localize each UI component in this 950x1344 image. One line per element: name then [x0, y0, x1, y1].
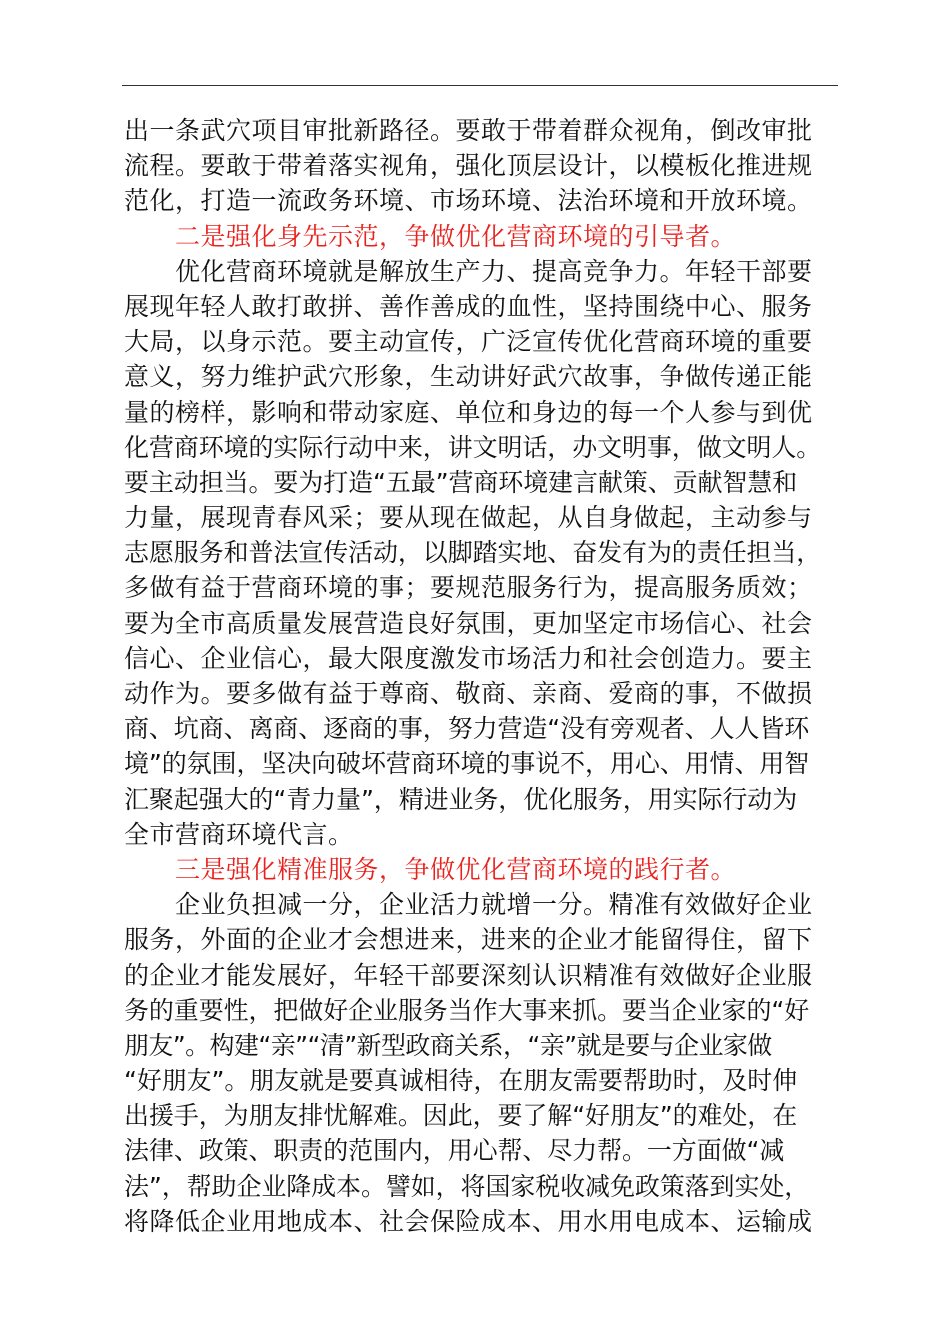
- text-line: 多做有益于营商环境的事；要规范服务行为，提高服务质效；: [124, 573, 813, 603]
- text-line: 朋友”。构建“亲”“清”新型政商关系，“亲”就是要与企业家做: [124, 1030, 772, 1060]
- text-line: 全市营商环境代言。: [124, 819, 354, 849]
- text-line: 量的榜样，影响和带动家庭、单位和身边的每一个人参与到优: [124, 397, 813, 427]
- text-line: 出一条武穴项目审批新路径。要敢于带着群众视角，倒改审批: [124, 116, 813, 145]
- text-line: 意义，努力维护武穴形象，生动讲好武穴故事，争做传递正能: [124, 362, 813, 392]
- text-line: 优化营商环境就是解放生产力、提高竞争力。年轻干部要: [124, 256, 813, 286]
- text-line: 商、坑商、离商、逐商的事，努力营造“没有旁观者、人人皆环: [124, 714, 810, 744]
- text-line: 将降低企业用地成本、社会保险成本、用水用电成本、运输成: [124, 1206, 813, 1236]
- text-line: 服务，外面的企业才会想进来，进来的企业才能留得住，留下: [124, 925, 813, 955]
- text-line: 汇聚起强大的“青力量”，精进业务，优化服务，用实际行动为: [124, 784, 798, 814]
- text-line: “好朋友”。朋友就是要真诚相待，在朋友需要帮助时，及时伸: [124, 1066, 798, 1096]
- text-line: 化营商环境的实际行动中来，讲文明话，办文明事，做文明人。: [124, 432, 822, 462]
- header-rule: [122, 85, 838, 86]
- text-line: 要主动担当。要为打造“五最”营商环境建言献策、贡献智慧和: [124, 467, 798, 497]
- text-line: 出援手，为朋友排忧解难。因此，要了解“好朋友”的难处，在: [124, 1101, 798, 1131]
- text-line: 流程。要敢于带着落实视角，强化顶层设计，以模板化推进规: [124, 151, 813, 181]
- text-line: 大局，以身示范。要主动宣传，广泛宣传优化营商环境的重要: [124, 327, 813, 357]
- text-line: 法”，帮助企业降成本。譬如，将国家税收减免政策落到实处，: [124, 1171, 810, 1201]
- text-line: 范化，打造一流政务环境、市场环境、法治环境和开放环境。: [124, 186, 813, 216]
- text-line: 要为全市高质量发展营造良好氛围，更加坚定市场信心、社会: [124, 608, 813, 638]
- text-line: 务的重要性，把做好企业服务当作大事来抓。要当企业家的“好: [124, 995, 810, 1025]
- text-line: 境”的氛围，坚决向破坏营商环境的事说不，用心、用情、用智: [124, 749, 810, 779]
- text-line: 的企业才能发展好，年轻干部要深刻认识精准有效做好企业服: [124, 960, 813, 990]
- section-heading-2: 二是强化身先示范，争做优化营商环境的引导者。: [124, 221, 737, 251]
- text-line: 法律、政策、职责的范围内，用心帮、尽力帮。一方面做“减: [124, 1136, 785, 1166]
- text-line: 企业负担减一分，企业活力就增一分。精准有效做好企业: [124, 890, 813, 920]
- section-heading-3: 三是强化精准服务，争做优化营商环境的践行者。: [124, 854, 737, 884]
- document-body: [124, 113, 838, 1239]
- text-line: 动作为。要多做有益于尊商、敬商、亲商、爱商的事，不做损: [124, 679, 813, 708]
- text-line: 信心、企业信心，最大限度激发市场活力和社会创造力。要主: [124, 643, 813, 673]
- text-line: 志愿服务和普法宣传活动，以脚踏实地、奋发有为的责任担当，: [124, 538, 822, 568]
- text-line: 力量，展现青春风采；要从现在做起，从自身做起，主动参与: [124, 503, 813, 533]
- text-line: 展现年轻人敢打敢拼、善作善成的血性，坚持围绕中心、服务: [124, 291, 813, 321]
